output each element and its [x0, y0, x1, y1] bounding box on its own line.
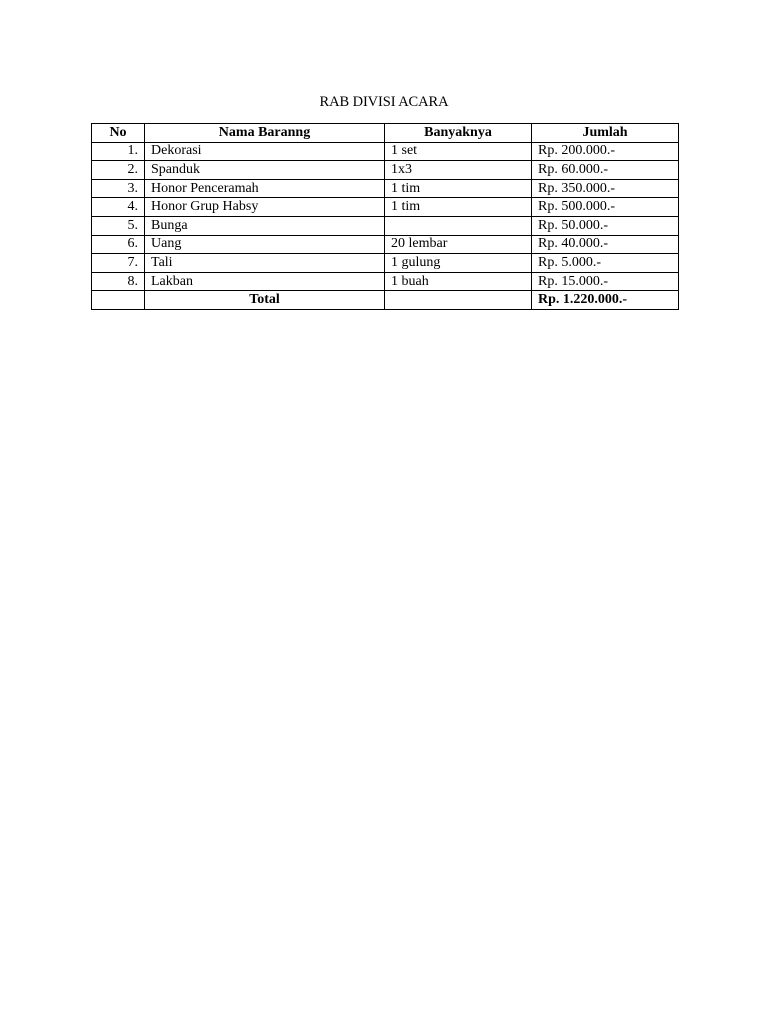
total-empty-cell	[385, 291, 532, 310]
item-quantity: 1 tim	[385, 198, 532, 217]
budget-table	[91, 123, 679, 310]
item-amount: Rp. 50.000.-	[532, 216, 679, 235]
column-header-name: Nama Baranng	[145, 124, 385, 143]
item-name: Tali	[145, 254, 385, 273]
table-row	[92, 198, 679, 217]
item-name: Bunga	[145, 216, 385, 235]
column-header-no: No	[92, 124, 145, 143]
item-quantity	[385, 216, 532, 235]
row-number: 5.	[92, 216, 145, 235]
table-row	[92, 179, 679, 198]
row-number: 6.	[92, 235, 145, 254]
table-row	[92, 216, 679, 235]
total-empty-cell	[92, 291, 145, 310]
item-amount: Rp. 60.000.-	[532, 161, 679, 180]
table-row	[92, 254, 679, 273]
item-name: Lakban	[145, 272, 385, 291]
item-name: Uang	[145, 235, 385, 254]
item-amount: Rp. 40.000.-	[532, 235, 679, 254]
item-amount: Rp. 15.000.-	[532, 272, 679, 291]
item-name: Dekorasi	[145, 142, 385, 161]
row-number: 7.	[92, 254, 145, 273]
item-amount: Rp. 200.000.-	[532, 142, 679, 161]
table-body	[92, 142, 679, 309]
table-row	[92, 161, 679, 180]
item-name: Spanduk	[145, 161, 385, 180]
row-number: 8.	[92, 272, 145, 291]
document-title: RAB DIVISI ACARA	[319, 94, 449, 110]
item-quantity: 1x3	[385, 161, 532, 180]
column-header-qty: Banyaknya	[385, 124, 532, 143]
item-amount: Rp. 5.000.-	[532, 254, 679, 273]
row-number: 3.	[92, 179, 145, 198]
table-header	[92, 124, 679, 143]
row-number: 4.	[92, 198, 145, 217]
total-amount: Rp. 1.220.000.-	[532, 291, 679, 310]
item-quantity: 20 lembar	[385, 235, 532, 254]
table-row	[92, 142, 679, 161]
total-label: Total	[145, 291, 385, 310]
item-quantity: 1 gulung	[385, 254, 532, 273]
item-amount: Rp. 500.000.-	[532, 198, 679, 217]
item-name: Honor Grup Habsy	[145, 198, 385, 217]
table-row	[92, 272, 679, 291]
item-quantity: 1 buah	[385, 272, 532, 291]
item-amount: Rp. 350.000.-	[532, 179, 679, 198]
header-row	[92, 124, 679, 143]
table-row	[92, 235, 679, 254]
item-quantity: 1 tim	[385, 179, 532, 198]
column-header-amount: Jumlah	[532, 124, 679, 143]
item-name: Honor Penceramah	[145, 179, 385, 198]
row-number: 1.	[92, 142, 145, 161]
total-row	[92, 291, 679, 310]
row-number: 2.	[92, 161, 145, 180]
item-quantity: 1 set	[385, 142, 532, 161]
